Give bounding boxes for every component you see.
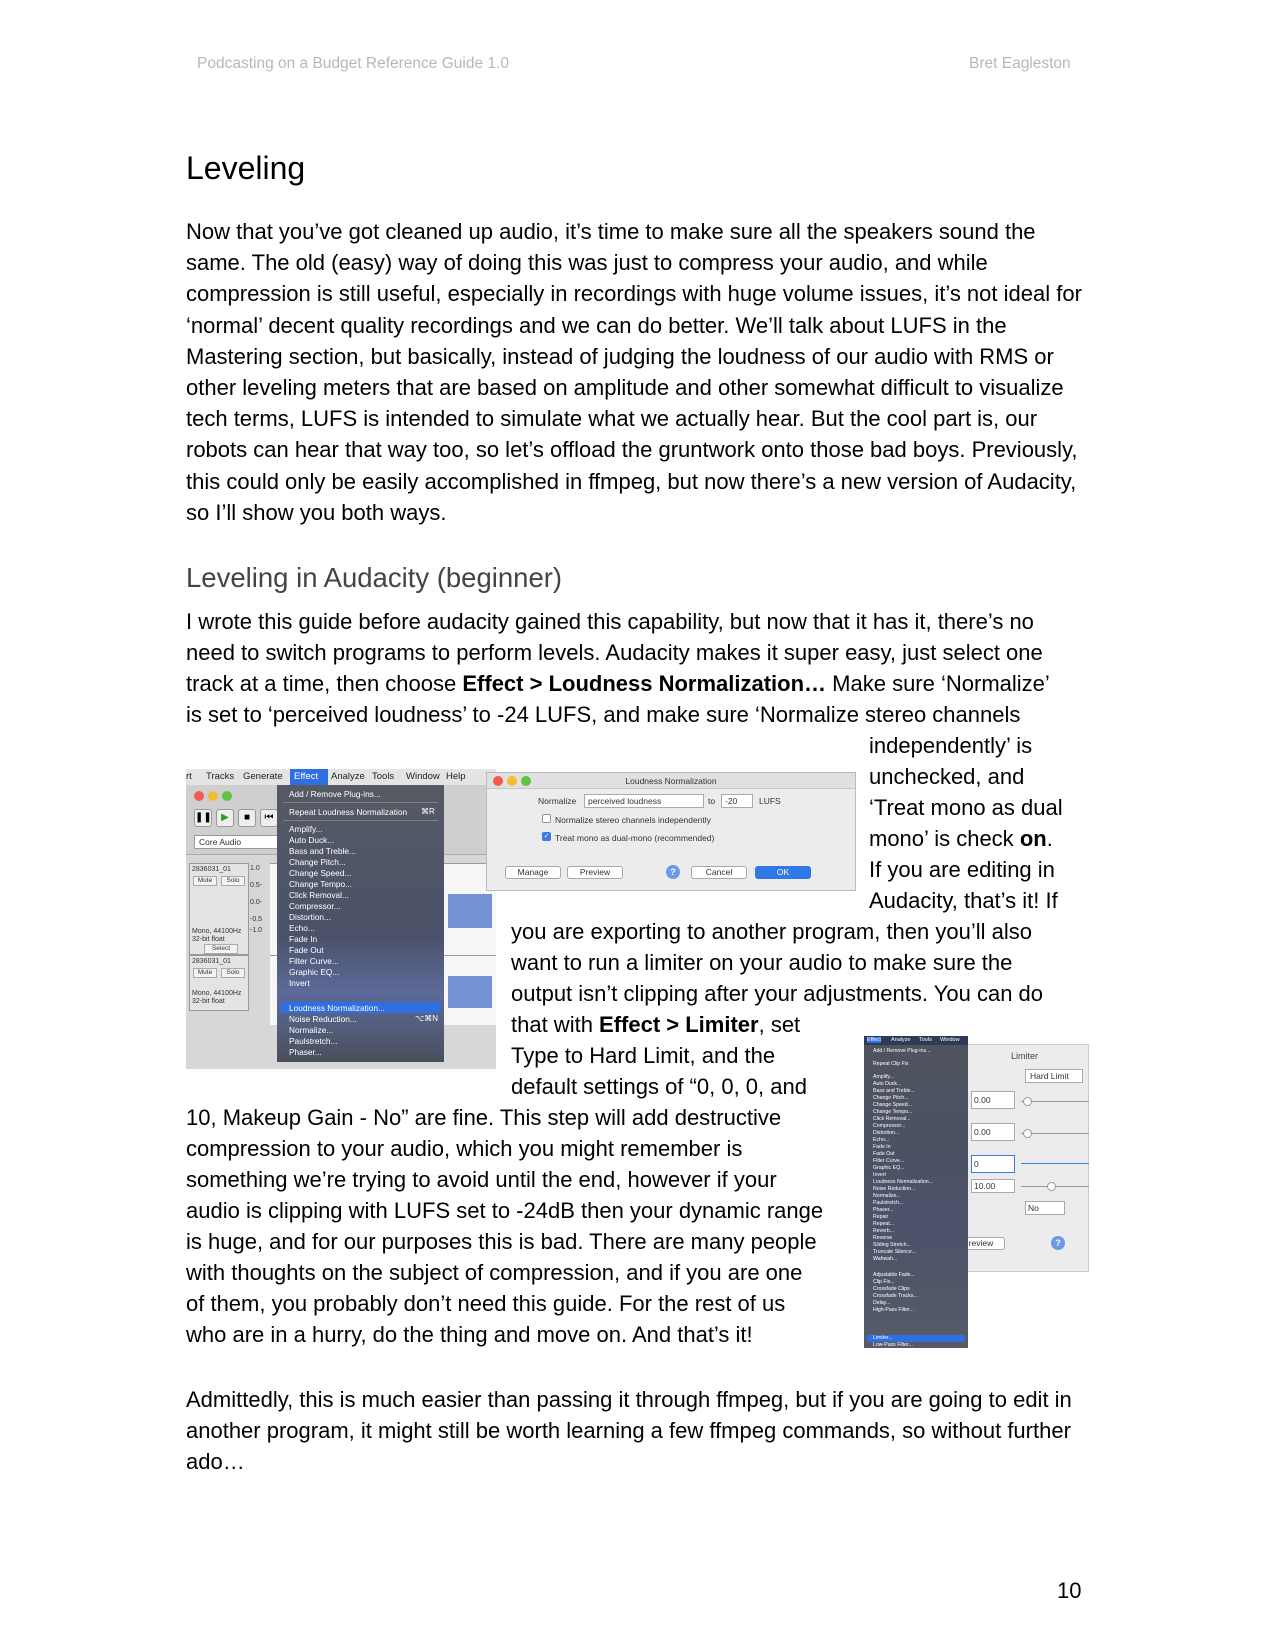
stereo-checkbox xyxy=(542,814,551,823)
limiter-dialog xyxy=(960,1044,1089,1272)
zoom-dot-icon xyxy=(521,776,531,786)
slider-knob xyxy=(1023,1129,1032,1138)
menu-option: Fade In xyxy=(289,934,318,944)
mono-checkbox-label: Treat mono as dual-mono (recommended) xyxy=(555,833,715,843)
text-line: Type to Hard Limit, and the xyxy=(511,1043,776,1068)
audacity-loudness-screenshot xyxy=(186,769,856,1069)
audio-host-select: Core Audio xyxy=(194,835,284,849)
text-line: you are exporting to another program, then you’ll also xyxy=(511,919,1032,944)
text-line: compression to your audio, which you might remember is xyxy=(186,1136,743,1161)
unit-label: LUFS xyxy=(759,796,781,806)
menu-item: Analyze xyxy=(331,771,365,782)
limit-field: 0 xyxy=(971,1155,1015,1173)
slider xyxy=(1021,1163,1089,1164)
text-line: I wrote this guide before audacity gained this capability, but now that it has it, there’s no xyxy=(186,609,1034,634)
effect-dropdown-menu xyxy=(864,1036,968,1348)
menu-option: Low-Pass Filter... xyxy=(873,1342,913,1348)
menu-option: Loudness Normalization... xyxy=(873,1179,933,1185)
waveform xyxy=(448,894,492,928)
menu-option: Change Pitch... xyxy=(289,857,346,867)
text-line: who are in a hurry, do the thing and move on. And that’s it! xyxy=(186,1322,753,1347)
menu-option: Normalize... xyxy=(873,1193,901,1199)
input-gain-field: 0.00 xyxy=(971,1123,1015,1141)
menu-option: Auto Duck... xyxy=(873,1081,902,1087)
menu-option: Reverse xyxy=(873,1235,893,1241)
manage-button: Manage xyxy=(505,866,561,879)
text-line: independently’ is xyxy=(869,733,1033,758)
minimize-dot-icon xyxy=(208,791,218,801)
amplitude-scale: 1.0 0.5- 0.0- -0.5 -1.0 xyxy=(250,865,263,934)
menu-option: Fade Out xyxy=(289,945,324,955)
menu-option: Crossfade Tracks... xyxy=(873,1293,918,1299)
mute-button: Mute xyxy=(193,876,217,886)
menu-option: Add / Remove Plug-ins... xyxy=(873,1048,931,1054)
menu-option: Repeat Clip Fix xyxy=(873,1061,909,1067)
text-line: need to switch programs to perform levels. Audacity makes it super easy, just select one xyxy=(186,640,1043,665)
menu-option: Delay... xyxy=(873,1300,891,1306)
menu-option: Reverb... xyxy=(873,1228,895,1234)
menu-item-effect: Effect xyxy=(294,771,319,782)
menu-option-selected: Loudness Normalization... xyxy=(289,1003,385,1013)
menu-option: Clip Fix... xyxy=(873,1279,895,1285)
solo-button: Solo xyxy=(221,968,245,978)
menu-separator xyxy=(283,802,438,803)
normalize-select: perceived loudness xyxy=(584,794,704,808)
text-line: with thoughts on the subject of compression, and if you are one xyxy=(186,1260,803,1285)
to-label: to xyxy=(708,796,716,806)
minimize-dot-icon xyxy=(507,776,517,786)
cancel-button: Cancel xyxy=(691,866,747,879)
effect-dropdown-menu xyxy=(277,785,444,1062)
text-line: track at a time, then choose Effect > Loudness Normalization… Make sure ‘Normalize’ xyxy=(186,671,1050,696)
menu-option: Auto Duck... xyxy=(289,835,335,845)
closing-paragraph: Admittedly, this is much easier than passing it through ffmpeg, but if you are going to edit in another program, it might still be worth learning a few ffmpeg commands, so without further ado… xyxy=(186,1387,1072,1475)
audacity-limiter-screenshot xyxy=(864,1036,1089,1348)
menu-option: Invert xyxy=(289,978,310,988)
play-icon: ▶ xyxy=(216,809,234,827)
menu-item: Tools xyxy=(919,1037,932,1043)
select-button: Select xyxy=(204,944,238,954)
page-number: 10 xyxy=(1057,1578,1082,1603)
menu-option: Wahwah... xyxy=(873,1256,898,1262)
menu-option: Echo... xyxy=(289,923,315,933)
pause-icon: ❚❚ xyxy=(194,809,212,827)
menu-bar xyxy=(864,1036,968,1045)
menu-option: Compressor... xyxy=(873,1123,906,1129)
close-dot-icon xyxy=(493,776,503,786)
menu-item: Generate xyxy=(243,771,283,782)
page-title: Leveling xyxy=(186,150,306,186)
text-line: Audacity, that’s it! If xyxy=(869,888,1058,913)
menu-option: Crossfade Clips xyxy=(873,1286,910,1292)
ok-button: OK xyxy=(755,866,811,879)
waveform xyxy=(448,976,492,1008)
help-icon: ? xyxy=(666,865,680,879)
text-line: default settings of “0, 0, 0, and xyxy=(511,1074,807,1099)
menu-separator xyxy=(283,820,438,821)
menu-option-selected: Limiter... xyxy=(873,1335,893,1341)
running-header-author: Bret Eagleston xyxy=(969,55,1071,72)
menu-option: Filter Curve... xyxy=(873,1158,905,1164)
running-header-title: Podcasting on a Budget Reference Guide 1.0 xyxy=(197,55,509,72)
shortcut: ⌥⌘N xyxy=(415,1014,438,1023)
text-line: of them, you probably don’t need this guide. For the rest of us xyxy=(186,1291,786,1316)
menu-option: High-Pass Filter... xyxy=(873,1307,914,1313)
text-line: 10, Makeup Gain - No” are fine. This step will add destructive xyxy=(186,1105,782,1130)
menu-option: Distortion... xyxy=(873,1130,900,1136)
menu-option: Amplify... xyxy=(873,1074,894,1080)
loudness-normalization-dialog xyxy=(486,772,856,891)
text-line: is huge, and for our purposes this is bad. There are many people xyxy=(186,1229,817,1254)
menu-option: Bass and Treble... xyxy=(873,1088,915,1094)
menu-option: Compressor... xyxy=(289,901,341,911)
input-gain-field: 0.00 xyxy=(971,1091,1015,1109)
track-panel xyxy=(189,955,249,1011)
menu-option: Phaser... xyxy=(289,1047,322,1057)
menu-item: rt xyxy=(186,771,192,782)
type-select: Hard Limit xyxy=(1025,1069,1083,1083)
section-title: Leveling in Audacity (beginner) xyxy=(186,562,563,593)
menu-item: Tracks xyxy=(206,771,235,782)
menu-option: Change Speed... xyxy=(289,868,352,878)
menu-item: Help xyxy=(446,771,466,782)
text-line: audio is clipping with LUFS set to -24dB then your dynamic range xyxy=(186,1198,824,1223)
text-line: unchecked, and xyxy=(869,764,1025,789)
mono-checkbox-checked-icon: ✓ xyxy=(543,833,550,840)
menu-option: Filter Curve... xyxy=(289,956,339,966)
menu-option: Echo... xyxy=(873,1137,890,1143)
menu-option: Phaser... xyxy=(873,1207,894,1213)
menu-option: Invert xyxy=(873,1172,886,1178)
text-line: ‘Treat mono as dual xyxy=(869,795,1063,820)
text-line: that with Effect > Limiter, set xyxy=(511,1012,801,1037)
text-line: mono’ is check on. xyxy=(869,826,1053,851)
skip-start-icon: ⏮ xyxy=(260,809,278,827)
menu-option: Fade In xyxy=(873,1144,891,1150)
menu-option: Graphic EQ... xyxy=(873,1165,905,1171)
menu-option: Distortion... xyxy=(289,912,331,922)
normalize-label: Normalize xyxy=(538,796,577,806)
menu-option: Change Pitch... xyxy=(873,1095,909,1101)
track-name: 2836031_01 xyxy=(192,866,231,873)
menu-bar xyxy=(186,769,496,785)
intro-paragraph: Now that you’ve got cleaned up audio, it’s time to make sure all the speakers sound the same. The old (easy) way of doing this was just to compress your audio, and while compression is still useful, especially in recordings with huge volume issues, it’s not ideal for ‘normal’ decent quality recordings and we can do better. We’ll talk about LUFS in the Mastering section, but basically, instead of judging the loudness of our audio with RMS or other leveling meters that are based on amplitude and other somewhat difficult to visualize tech terms, LUFS is intended to simulate what we actually hear. But the cool part is, our robots can hear that way too, so let’s offload the gruntwork onto those bad boys. Previously, this could only be easily accomplished in ffmpeg, but now there’s a new version of Audacity, so I’ll show you both ways. xyxy=(186,219,1082,525)
menu-option: Truncate Silence... xyxy=(873,1249,917,1255)
track-format: Mono, 44100Hz 32-bit float xyxy=(192,990,242,1005)
menu-item: Window xyxy=(406,771,440,782)
stop-icon: ■ xyxy=(238,809,256,827)
menu-option: Repeat Loudness Normalization xyxy=(289,807,408,817)
slider-knob xyxy=(1047,1182,1056,1191)
track-panel xyxy=(189,863,249,955)
menu-option: Change Tempo... xyxy=(873,1109,913,1115)
menu-option: Sliding Stretch... xyxy=(873,1242,911,1248)
menu-option: Bass and Treble... xyxy=(289,846,356,856)
close-dot-icon xyxy=(194,791,204,801)
shortcut: ⌘R xyxy=(421,807,435,816)
stereo-checkbox-label: Normalize stereo channels independently xyxy=(555,815,711,825)
menu-option: Click Removal... xyxy=(289,890,349,900)
dialog-title: Limiter xyxy=(1010,1051,1038,1061)
menu-item: Analyze xyxy=(891,1037,911,1043)
menu-item-effect: Effect xyxy=(867,1037,881,1043)
menu-option: Graphic EQ... xyxy=(289,967,340,977)
menu-option: Repair xyxy=(873,1214,889,1220)
dialog-title: Loudness Normalization xyxy=(487,773,855,789)
hold-field: 10.00 xyxy=(971,1179,1015,1193)
slider-knob xyxy=(1023,1097,1032,1106)
text-line: If you are editing in xyxy=(869,857,1055,882)
menu-option: Noise Reduction... xyxy=(289,1014,357,1024)
makeup-gain-select: No xyxy=(1025,1201,1065,1215)
menu-option: Noise Reduction... xyxy=(873,1186,916,1192)
preview-button: Preview xyxy=(567,866,623,879)
menu-option: Change Tempo... xyxy=(289,879,353,889)
preview-button: review xyxy=(957,1237,1005,1250)
menu-option: Adjustable Fade... xyxy=(873,1272,915,1278)
menu-item: Tools xyxy=(372,771,395,782)
menu-item: Window xyxy=(940,1037,960,1043)
text-line: output isn’t clipping after your adjustments. You can do xyxy=(511,981,1044,1006)
menu-option: Add / Remove Plug-ins... xyxy=(289,789,381,799)
text-line: is set to ‘perceived loudness’ to -24 LUFS, and make sure ‘Normalize stereo channels xyxy=(186,702,1021,727)
menu-option: Change Speed... xyxy=(873,1102,912,1108)
track-name: 2836031_01 xyxy=(192,958,231,965)
solo-button: Solo xyxy=(221,876,245,886)
menu-option: Repeat... xyxy=(873,1221,895,1227)
menu-option: Normalize... xyxy=(289,1025,334,1035)
menu-option: Amplify... xyxy=(289,824,323,834)
menu-option: Click Removal... xyxy=(873,1116,911,1122)
menu-option: Paulstretch... xyxy=(289,1036,338,1046)
text-line: want to run a limiter on your audio to make sure the xyxy=(511,950,1013,975)
menu-option: Paulstretch... xyxy=(873,1200,904,1206)
mute-button: Mute xyxy=(193,968,217,978)
menu-option: Fade Out xyxy=(873,1151,895,1157)
zoom-dot-icon xyxy=(222,791,232,801)
track-format: Mono, 44100Hz 32-bit float xyxy=(192,928,242,943)
target-input: -20 xyxy=(721,794,753,808)
text-line: something we’re trying to avoid until the end, however if your xyxy=(186,1167,777,1192)
help-icon: ? xyxy=(1051,1236,1065,1250)
